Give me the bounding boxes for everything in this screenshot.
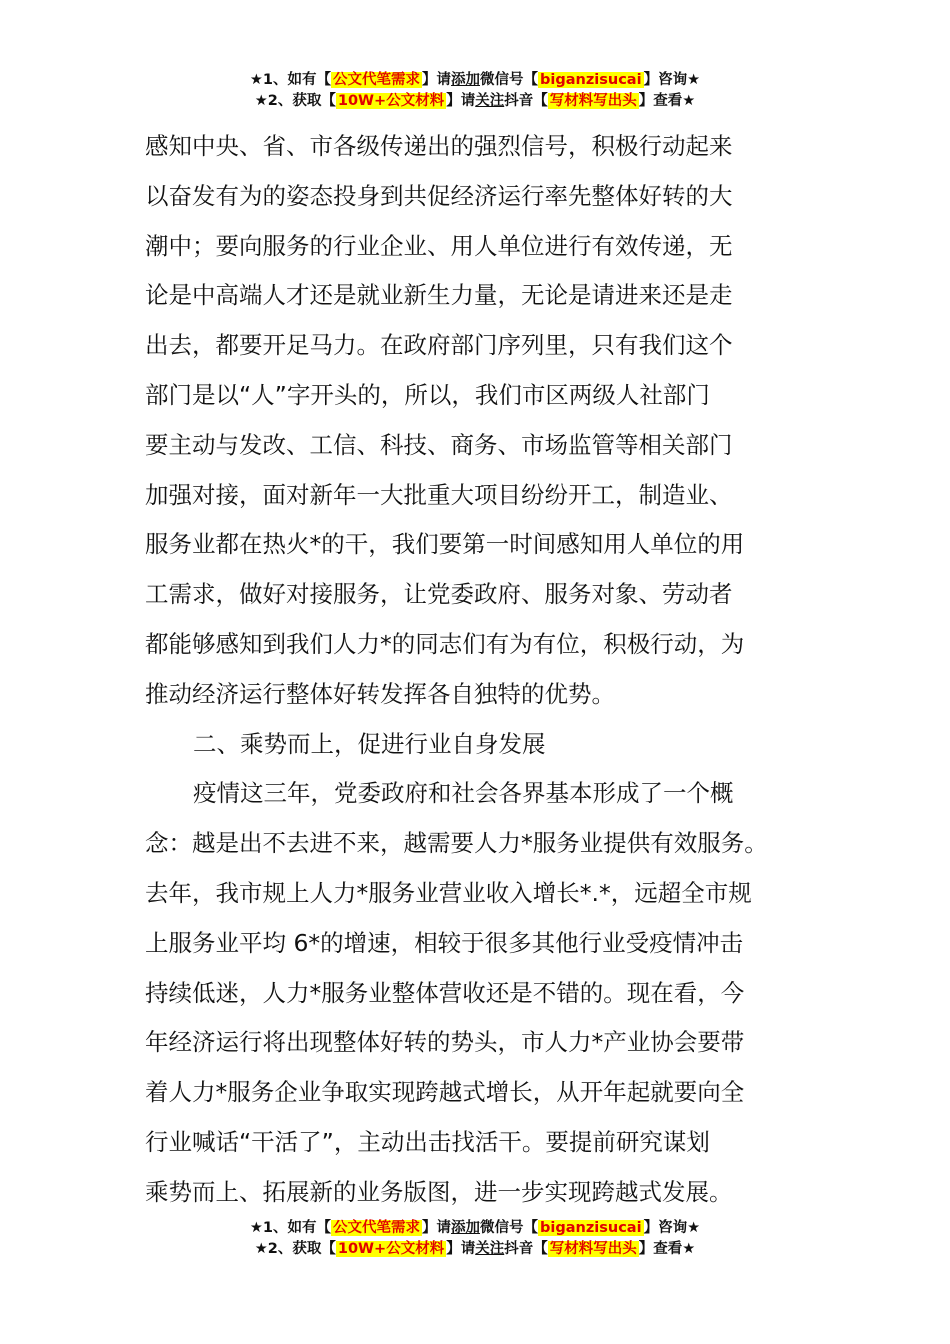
paragraph-line: 以奋发有为的姿态投身到共促经济运行率先整体好转的大 (145, 181, 733, 210)
highlight-wechat-id: biganzisucai (540, 72, 642, 88)
highlight-wechat-id: biganzisucai (540, 1220, 642, 1236)
banner-text: 微信号【 (480, 72, 539, 88)
top-banner (0, 70, 950, 112)
highlight-douyin-account: 写材料写出头 (549, 93, 637, 109)
banner-text: 】查看★ (638, 1241, 696, 1257)
highlight-materials: 10W+公文材料 (337, 93, 445, 109)
banner-text: 】请 (422, 1220, 452, 1236)
banner-text: 】咨询★ (643, 72, 701, 88)
paragraph-line: 要主动与发改、工信、科技、商务、市场监管等相关部门 (145, 430, 733, 459)
banner-underlined-text: 关注 (475, 93, 505, 109)
paragraph-line: 着人力*服务企业争取实现跨越式增长，从开年起就要向全 (145, 1078, 745, 1107)
banner-text: ★1、如有【 (249, 72, 332, 88)
banner-underlined-text: 关注 (475, 1241, 505, 1257)
banner-text: ★2、获取【 (254, 1241, 336, 1257)
bottom-banner (0, 1218, 950, 1260)
banner-text: 】咨询★ (643, 1220, 701, 1236)
paragraph-line: 持续低迷，人力*服务业整体营收还是不错的。现在看，今 (145, 978, 745, 1007)
banner-underlined-text: 添加 (451, 1220, 481, 1236)
highlight-ghostwriting: 公文代笔需求 (333, 1220, 421, 1236)
banner-text: 】查看★ (638, 93, 696, 109)
banner-text: 抖音【 (504, 93, 548, 109)
banner-text: ★1、如有【 (249, 1220, 332, 1236)
paragraph-line: 部门是以“人”字开头的，所以，我们市区两级人社部门 (145, 380, 710, 409)
paragraph-line: 出去，都要开足马力。在政府部门序列里，只有我们这个 (145, 331, 733, 360)
paragraph-line: 工需求，做好对接服务，让党委政府、服务对象、劳动者 (145, 580, 733, 609)
paragraph-line: 感知中央、省、市各级传递出的强烈信号，积极行动起来 (145, 132, 733, 160)
banner-underlined-text: 添加 (451, 72, 481, 88)
banner-text: 微信号【 (480, 1220, 539, 1236)
paragraph-line: 都能够感知到我们人力*的同志们有为有位，积极行动，为 (145, 629, 745, 658)
paragraph-line: 论是中高端人才还是就业新生力量，无论是请进来还是走 (145, 281, 733, 310)
banner-text: 】请 (446, 1241, 476, 1257)
highlight-douyin-account: 写材料写出头 (549, 1241, 637, 1257)
paragraph-line: 年经济运行将出现整体好转的势头，市人力*产业协会要带 (145, 1028, 745, 1057)
paragraph-line: 服务业都在热火*的干，我们要第一时间感知用人单位的用 (145, 530, 745, 559)
paragraph-line: 乘势而上、拓展新的业务版图，进一步实现跨越式发展。 (145, 1177, 733, 1206)
paragraph-line: 潮中；要向服务的行业企业、用人单位进行有效传递，无 (145, 231, 733, 260)
paragraph-line: 加强对接，面对新年一大批重大项目纷纷开工，制造业、 (145, 480, 733, 509)
banner-text: 】请 (446, 93, 476, 109)
paragraph-line: 行业喊话“干活了”，主动出击找活干。要提前研究谋划 (145, 1127, 710, 1156)
paragraph-line: 推动经济运行整体好转发挥各自独特的优势。 (145, 679, 615, 708)
banner-text: ★2、获取【 (254, 93, 336, 109)
banner-line-1 (0, 1218, 950, 1239)
banner-text: 】请 (422, 72, 452, 88)
banner-line-2 (0, 1239, 950, 1260)
highlight-materials: 10W+公文材料 (337, 1241, 445, 1257)
paragraph-line: 上服务业平均 6*的增速，相较于很多其他行业受疫情冲击 (145, 928, 744, 957)
banner-text: 抖音【 (504, 1241, 548, 1257)
document-body (145, 122, 825, 1218)
paragraph-line: 疫情这三年，党委政府和社会各界基本形成了一个概 (193, 779, 734, 808)
banner-line-1 (0, 70, 950, 91)
highlight-ghostwriting: 公文代笔需求 (333, 72, 421, 88)
paragraph-line: 去年，我市规上人力*服务业营业收入增长*.*，远超全市规 (145, 878, 752, 907)
section-heading: 二、乘势而上，促进行业自身发展 (193, 729, 546, 758)
banner-line-2 (0, 91, 950, 112)
paragraph-line: 念：越是出不去进不来，越需要人力*服务业提供有效服务。 (145, 829, 768, 858)
